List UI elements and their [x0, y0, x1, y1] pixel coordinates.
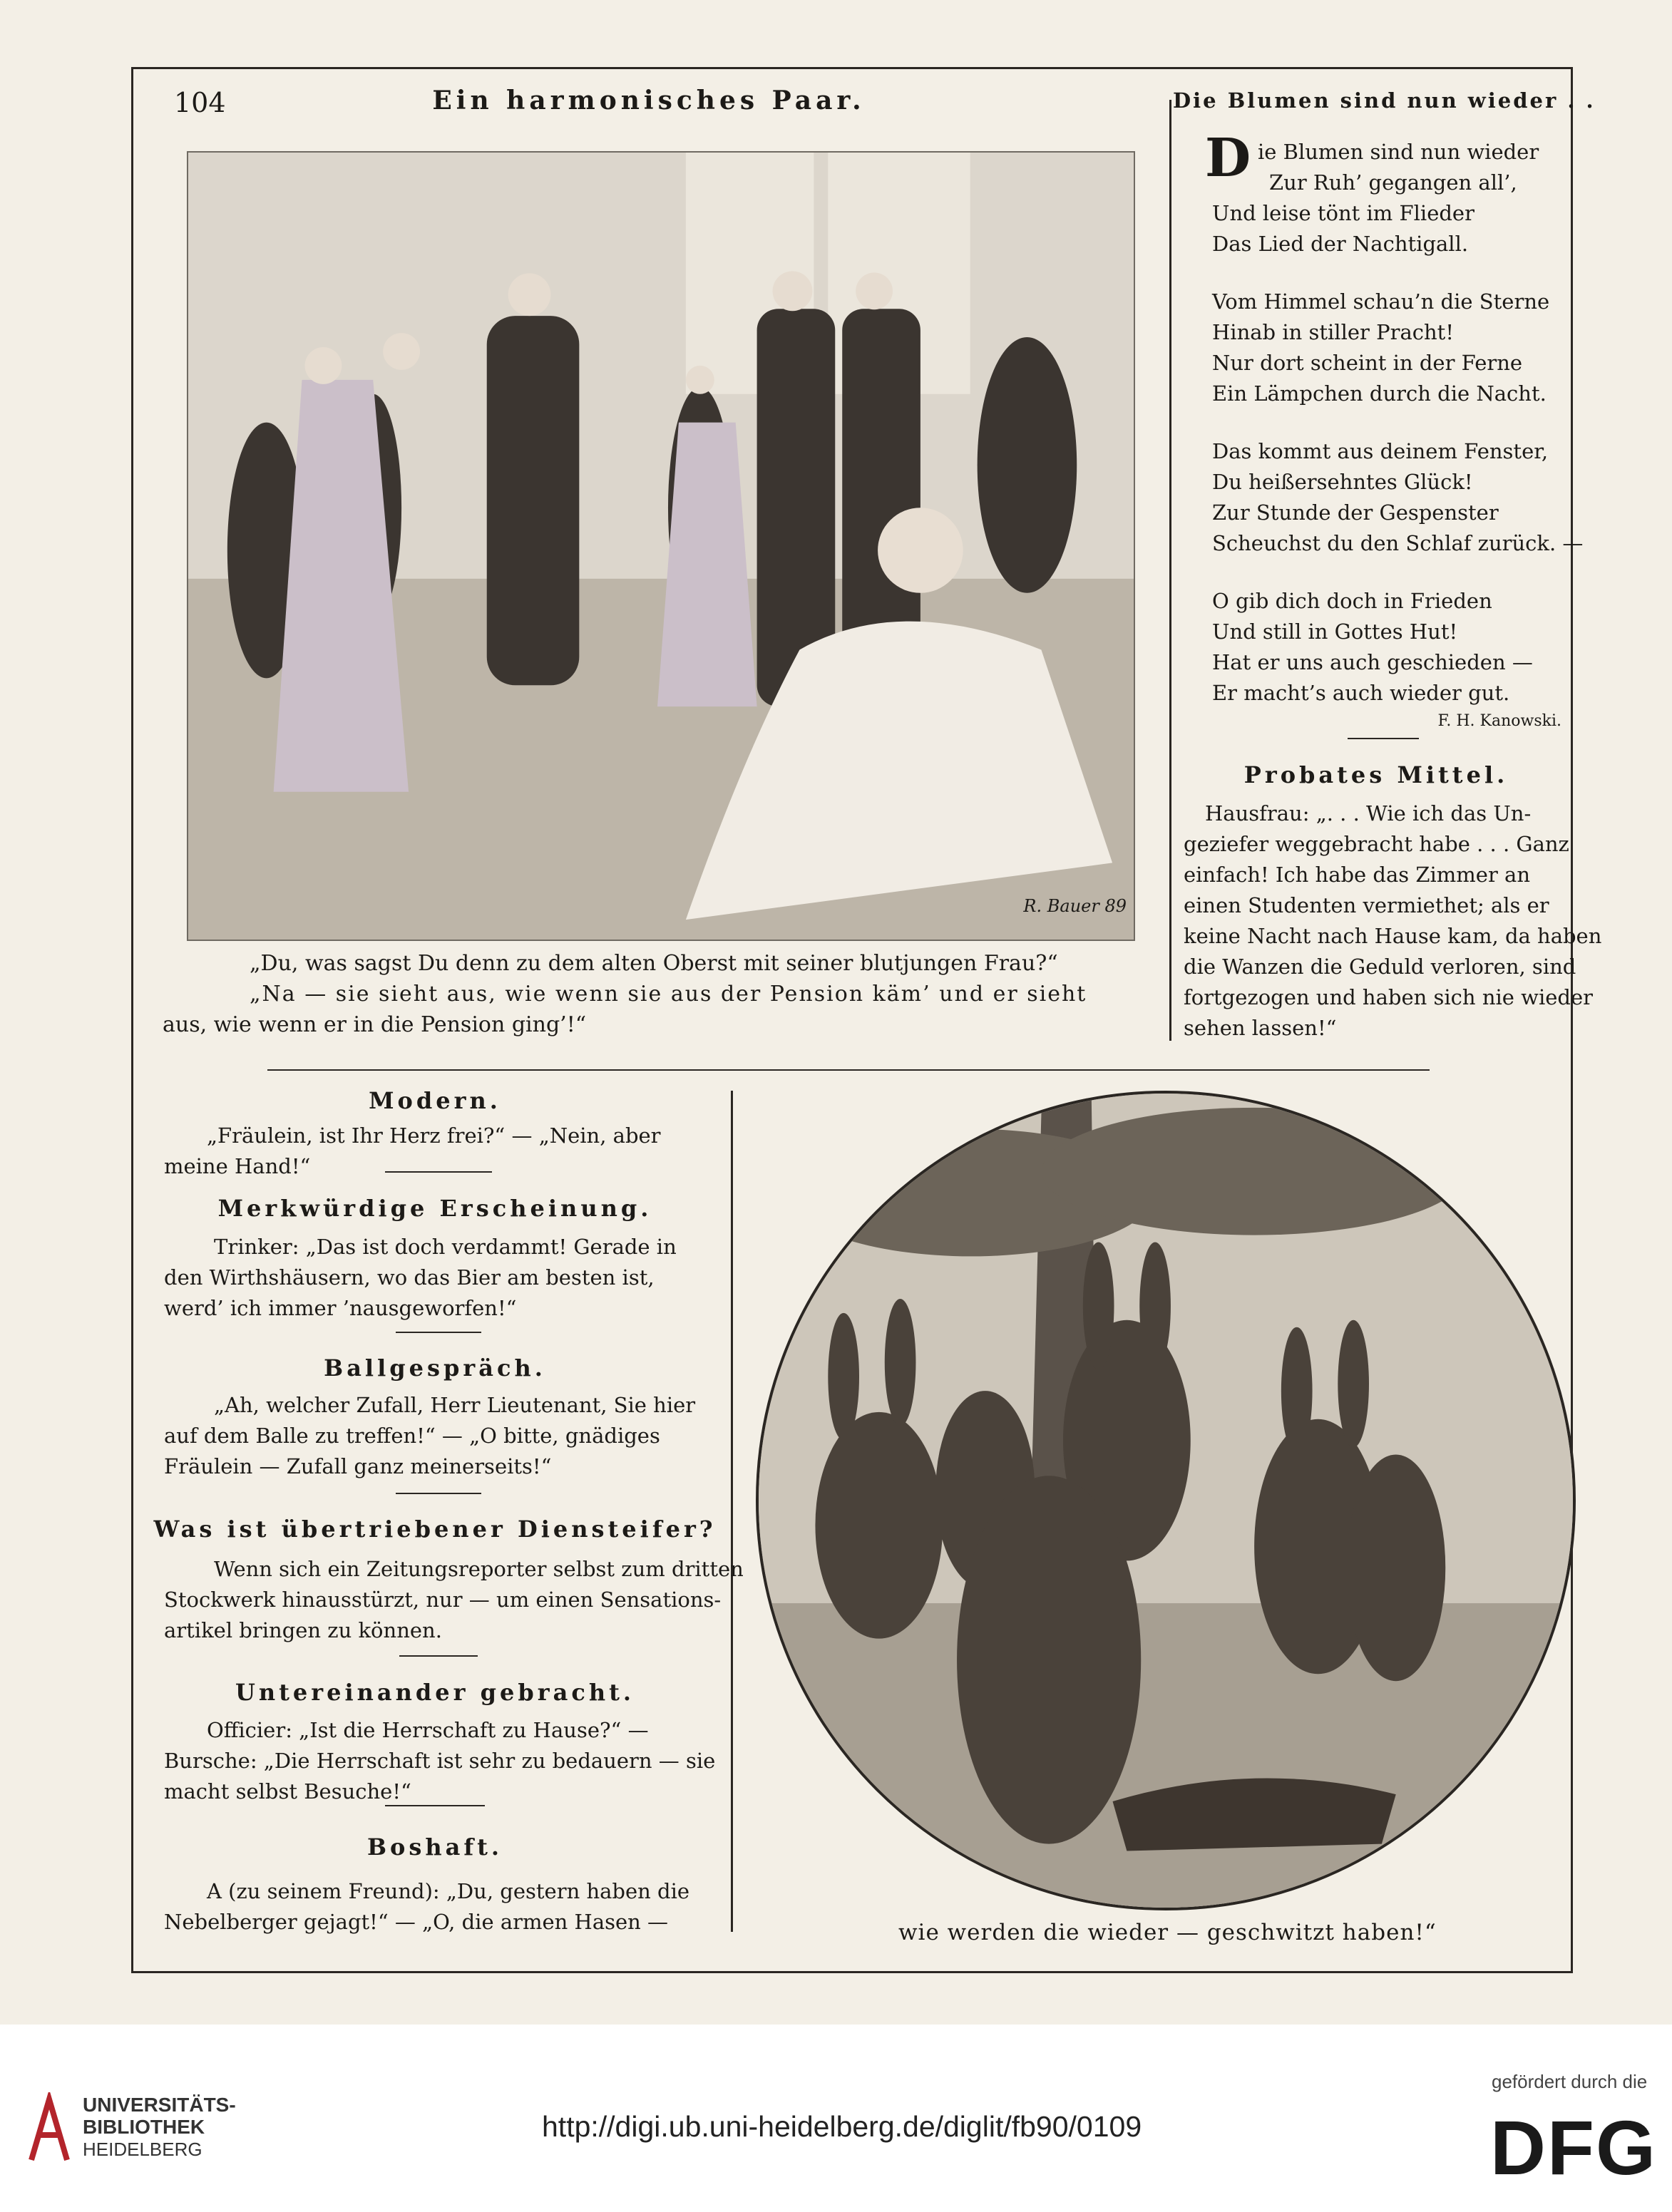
dfg-logo: DFG [1490, 2104, 1657, 2191]
poem-line: Zur Stunde der Gespenster [1212, 500, 1499, 525]
illustration-signature: R. Bauer 89 [1023, 896, 1127, 916]
separator-rule [396, 1493, 481, 1494]
university-logo-icon [24, 2092, 74, 2164]
university-name-line: UNIVERSITÄTS- [83, 2094, 236, 2116]
modern-line: meine Hand!“ [164, 1154, 311, 1178]
funded-by-label: gefördert durch die [1492, 2071, 1648, 2092]
hares-round-illustration [756, 1091, 1576, 1910]
diensteifer-line: artikel bringen zu können. [164, 1618, 442, 1642]
caption-line-2: „Na — sie sieht aus, wie wenn sie aus der Pension käm’ und er sieht [250, 982, 1087, 1007]
poem-line: Und leise tönt im Flieder [1212, 201, 1474, 225]
poem-line: Das Lied der Nachtigall. [1212, 232, 1469, 256]
poem-line: Nur dort scheint in der Ferne [1212, 351, 1523, 375]
poem-line: Das kommt aus deinem Fenster, [1212, 439, 1549, 463]
poem-line: Ein Lämpchen durch die Nacht. [1212, 381, 1547, 406]
section-title-boshaft: Boshaft. [366, 1833, 503, 1861]
untereinander-line: Officier: „Ist die Herrschaft zu Hause?“ — [207, 1718, 649, 1742]
university-city: HEIDELBERG [83, 2139, 202, 2160]
poem-line: O gib dich doch in Frieden [1212, 589, 1492, 613]
separator-rule [385, 1171, 492, 1173]
separator-rule [385, 1805, 485, 1806]
separator-rule [1348, 738, 1419, 739]
poem-line: Und still in Gottes Hut! [1212, 619, 1458, 644]
ballgespraech-line: Fräulein — Zufall ganz meinerseits!“ [164, 1454, 552, 1478]
caption-line-1: „Du, was sagst Du denn zu dem alten Oberst mit seiner blutjungen Frau?“ [250, 951, 1058, 976]
separator-rule [399, 1655, 478, 1657]
ballgespraech-line: „Ah, welcher Zufall, Herr Lieutenant, Sie hier [214, 1393, 696, 1417]
boshaft-line: A (zu seinem Freund): „Du, gestern haben die [207, 1879, 690, 1903]
poem-line: ie Blumen sind nun wieder [1258, 140, 1539, 164]
poem-line: Hinab in stiller Pracht! [1212, 320, 1454, 344]
page-number: 104 [174, 87, 226, 118]
university-name-line: BIBLIOTHEK [83, 2116, 205, 2138]
round-caption: wie werden die wieder — geschwitzt haben!“ [898, 1920, 1437, 1945]
caption-line-3: aus, wie wenn er in die Pension ging’!“ [163, 1012, 587, 1037]
column-divider-top [1169, 100, 1171, 1041]
merkwuerdig-line: werd’ ich immer ’nausgeworfen!“ [164, 1296, 517, 1320]
poem-header: Die Blumen sind nun wieder . . [1173, 88, 1596, 113]
probates-line: Hausfrau: „. . . Wie ich das Un- [1205, 801, 1532, 825]
merkwuerdig-line: den Wirthshäusern, wo das Bier am besten ist, [164, 1265, 655, 1290]
poem-line: Vom Himmel schau’n die Sterne [1212, 289, 1550, 314]
ballgespraech-line: auf dem Balle zu treffen!“ — „O bitte, gnädiges [164, 1424, 660, 1448]
column-divider-bottom [731, 1091, 733, 1932]
horizontal-divider [267, 1069, 1430, 1071]
probates-line: einen Studenten vermiethet; als er [1184, 893, 1549, 917]
separator-rule [396, 1332, 481, 1333]
untereinander-line: Bursche: „Die Herrschaft ist sehr zu bedauern — sie [164, 1749, 716, 1773]
poem-line: Hat er uns auch geschieden — [1212, 650, 1533, 674]
untereinander-line: macht selbst Besuche!“ [164, 1779, 411, 1804]
poem-line: Zur Ruh’ gegangen all’, [1269, 170, 1517, 195]
poem-line: Scheuchst du den Schlaf zurück. — [1212, 531, 1584, 555]
section-title-merkwuerdig: Merkwürdige Erscheinung. [217, 1195, 652, 1222]
probates-line: geziefer weggebracht habe . . . Ganz [1184, 832, 1569, 856]
poem-author: F. H. Kanowski. [1437, 712, 1561, 730]
ball-scene-illustration [187, 151, 1135, 941]
probates-line: fortgezogen und haben sich nie wieder [1184, 985, 1593, 1009]
section-title-ballgespraech: Ballgespräch. [324, 1354, 546, 1382]
poem-initial: D [1205, 128, 1251, 189]
poem-line: Er macht’s auch wieder gut. [1212, 681, 1510, 705]
section-title-untereinander: Untereinander gebracht. [235, 1679, 635, 1706]
probates-line: die Wanzen die Geduld verloren, sind [1184, 955, 1576, 979]
source-url-link[interactable]: http://digi.ub.uni-heidelberg.de/diglit/fb90/0109 [542, 2110, 1142, 2143]
merkwuerdig-line: Trinker: „Das ist doch verdammt! Gerade in [214, 1235, 677, 1259]
section-title-probates: Probates Mittel. [1243, 761, 1509, 788]
boshaft-line: Nebelberger gejagt!“ — „O, die armen Hasen — [164, 1910, 669, 1934]
section-title-modern: Modern. [369, 1087, 501, 1114]
probates-line: sehen lassen!“ [1184, 1016, 1337, 1040]
poem-line: Du heißersehntes Glück! [1212, 470, 1473, 494]
diensteifer-line: Wenn sich ein Zeitungsreporter selbst zum dritten [214, 1557, 744, 1581]
modern-line: „Fräulein, ist Ihr Herz frei?“ — „Nein, aber [207, 1123, 661, 1148]
page-title: Ein harmonisches Paar. [432, 86, 866, 115]
probates-line: keine Nacht nach Hause kam, da haben [1184, 924, 1602, 948]
section-title-diensteifer: Was ist übertriebener Diensteifer? [153, 1516, 717, 1543]
probates-line: einfach! Ich habe das Zimmer an [1184, 863, 1531, 887]
diensteifer-line: Stockwerk hinausstürzt, nur — um einen Sensations- [164, 1588, 722, 1612]
